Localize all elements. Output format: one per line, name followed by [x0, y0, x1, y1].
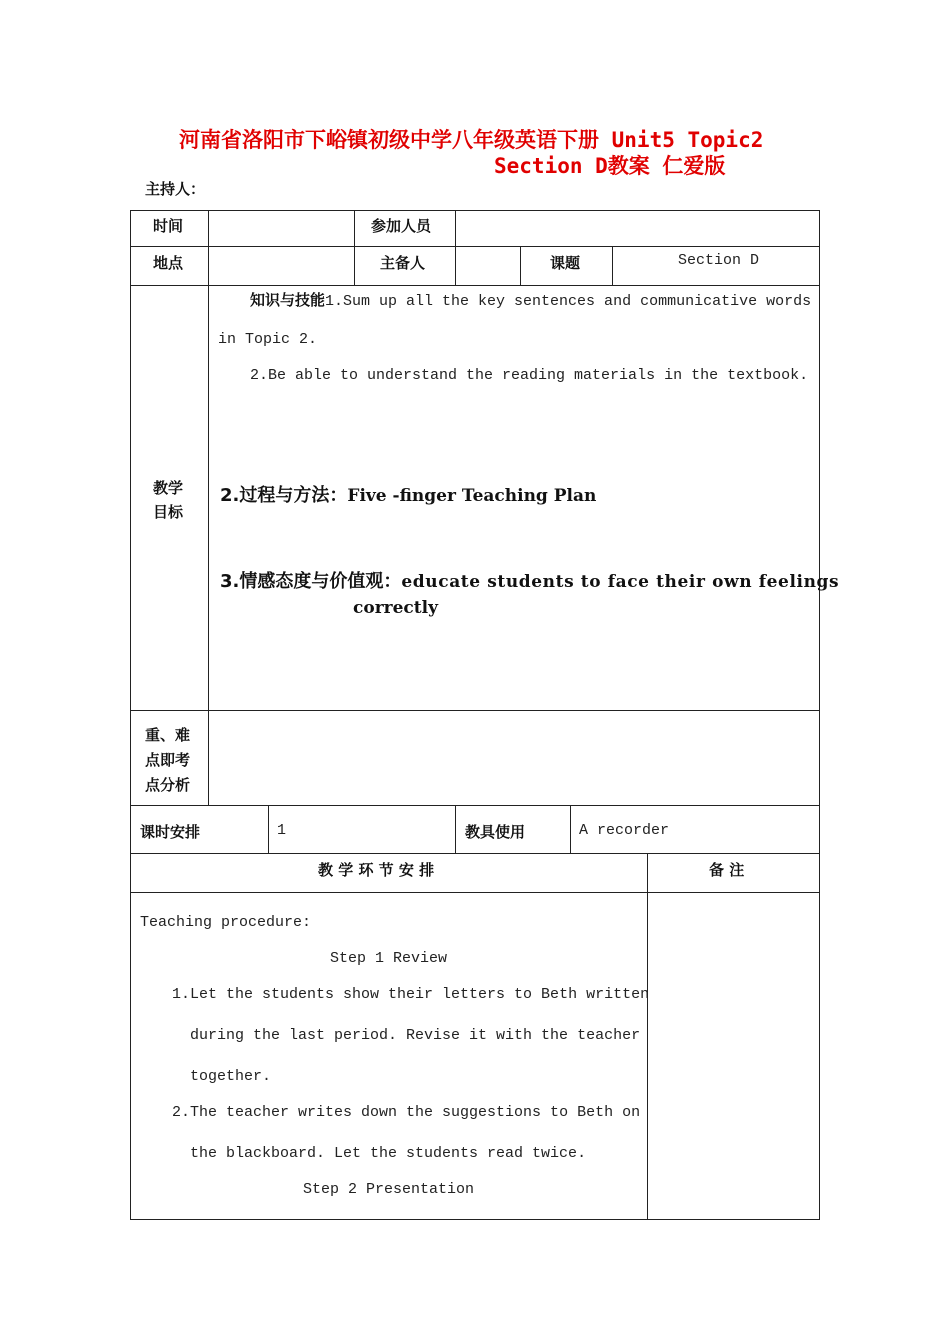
process-methods-line [220, 481, 596, 507]
knowledge-skills-heading: 知识与技能 [250, 291, 326, 309]
place-value-cell [208, 246, 355, 286]
objectives-label-cell [130, 285, 209, 711]
host-label: 主持人： [145, 180, 206, 198]
knowledge-item2: 2.Be able to understand the reading materials in the textbook. [250, 367, 809, 384]
emotion-attitude-heading: 3.情感态度与价值观： [220, 571, 402, 592]
process-methods-text: Five -finger Teaching Plan [347, 486, 597, 506]
procedure-intro: Teaching procedure: [140, 914, 312, 931]
notes-content-cell [647, 892, 820, 1220]
procedure-content-cell [130, 892, 648, 1220]
time-label: 时间 [153, 217, 184, 235]
process-methods-heading: 2.过程与方法： [220, 485, 348, 506]
objectives-label-line1: 教学 [153, 479, 184, 497]
tools-label: 教具使用 [465, 823, 526, 841]
emotion-attitude-text: educate students to face their own feelings [401, 572, 840, 592]
procedure-section-heading: 教 学 环 节 安 排 [318, 861, 435, 879]
step2-title: Step 2 Presentation [303, 1181, 475, 1198]
key-points-label-line2: 点即考 [145, 751, 191, 769]
key-points-label-line3: 点分析 [145, 776, 191, 794]
preparer-value-cell [455, 246, 521, 286]
step1-item1-line1: 1.Let the students show their letters to Beth written [172, 986, 650, 1003]
step1-item1-line3: together. [190, 1068, 272, 1085]
document-title-line2: Section D教案 仁爱版 [494, 154, 726, 178]
emotion-attitude-line [220, 567, 839, 593]
knowledge-skills-line [250, 289, 811, 310]
step1-item2-line2: the blackboard. Let the students read twice. [190, 1145, 587, 1162]
emotion-attitude-continued: correctly [353, 598, 438, 618]
step1-title: Step 1 Review [330, 950, 448, 967]
participants-label: 参加人员 [371, 217, 432, 235]
place-label: 地点 [153, 254, 184, 272]
time-value-cell [208, 210, 355, 247]
key-points-content-cell [208, 710, 820, 806]
topic-value: Section D [678, 252, 760, 269]
preparer-label: 主备人 [380, 254, 426, 272]
participants-value-cell [455, 210, 820, 247]
document-title-line1: 河南省洛阳市下峪镇初级中学八年级英语下册 Unit5 Topic2 [179, 128, 764, 152]
notes-heading: 备 注 [709, 861, 745, 879]
step1-item2-line1: 2.The teacher writes down the suggestions to Beth on [172, 1104, 641, 1121]
step1-item1-line2: during the last period. Revise it with the teacher [190, 1027, 641, 1044]
key-points-label-line1: 重、难 [145, 726, 191, 744]
hours-value: 1 [277, 822, 287, 839]
hours-value-cell [268, 805, 456, 854]
objectives-label-line2: 目标 [153, 503, 184, 521]
knowledge-item1-text: 1.Sum up all the key sentences and communicative words [325, 293, 812, 310]
tools-value: A recorder [579, 822, 670, 839]
hours-label: 课时安排 [140, 823, 201, 841]
knowledge-item1-continued: in Topic 2. [218, 331, 318, 348]
topic-label: 课题 [550, 254, 581, 272]
